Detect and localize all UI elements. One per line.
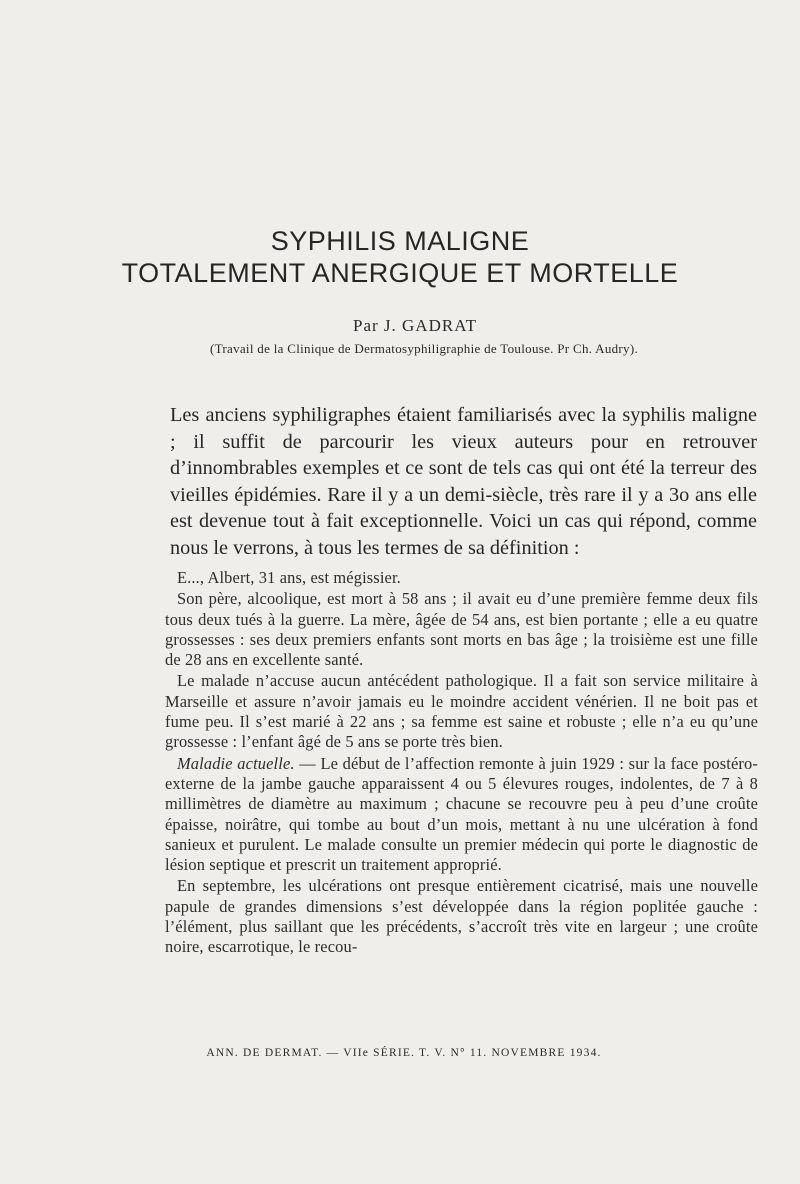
journal-footer: ANN. DE DERMAT. — VIIe SÉRIE. T. V. N° 11. NOVEMBRE 1934.: [206, 1047, 602, 1059]
article-title-line1: SYPHILIS MALIGNE: [270, 226, 530, 256]
case-report-body: [165, 568, 758, 958]
intro-text: Les anciens syphiligraphes étaient familiarisés avec la syphilis maligne ; il suffit de parcourir les vieux auteurs pour en retrouver d’innombrables exemples et ce sont de tels cas qui ont été la terreur des vieilles épidémies. Rare il y a un demi-siècle, très rare il y a 3o ans elle est devenue tout à fait exceptionnelle. Voici un cas qui répond, comme nous le verrons, à tous les termes de sa définition :: [170, 404, 757, 559]
intro-paragraph: [170, 402, 757, 561]
case-paragraph: Le malade n’accuse aucun antécédent pathologique. Il a fait son service militaire à Marseille et assure n’avoir jamais eu le moindre accident vénérien. Il ne boit pas et fume peu. Il s’est marié à 22 ans ; sa femme est saine et robuste ; elle n’a eu qu’une grossesse : l’enfant âgé de 5 ans se porte très bien.: [165, 671, 758, 752]
author-line: Par J. GADRAT: [353, 316, 477, 335]
maladie-actuelle-text: — Le début de l’affection remonte à juin 1929 : sur la face postéro-externe de la jambe gauche apparaissent 4 ou 5 élevures rouges, indolentes, de 7 à 8 millimètres de diamètre au maximum ; chacune se recouvre peu à peu d’une croûte épaisse, noirâtre, qui tombe au bout d’un mois, mettant à nu une ulcération à fond sanieux et purulent. Le malade consulte un premier médecin qui porte le diagnostic de lésion septique et prescrit un traitement approprié.: [165, 753, 758, 875]
maladie-actuelle-heading: Maladie actuelle.: [177, 753, 295, 773]
case-paragraph: En septembre, les ulcérations ont presque entièrement cicatrisé, mais une nouvelle papule de grandes dimensions s’est développée dans la région poplitée gauche : l’élément, plus saillant que les précédents, s’accroît très vite en largeur ; une croûte noire, escarrotique, le recou-: [165, 876, 758, 957]
maladie-actuelle-paragraph: [165, 754, 758, 876]
case-paragraph: E..., Albert, 31 ans, est mégissier.: [177, 568, 401, 587]
article-title-line2: TOTALEMENT ANERGIQUE ET MORTELLE: [121, 258, 679, 288]
affiliation-line: (Travail de la Clinique de Dermatosyphiligraphie de Toulouse. Pr Ch. Audry).: [209, 341, 639, 356]
case-paragraph: Son père, alcoolique, est mort à 58 ans ; il avait eu d’une première femme deux fils tous deux tués à la guerre. La mère, âgée de 54 ans, est bien portante ; elle a eu quatre grossesses : ses deux premiers enfants sont morts en bas âge ; la troisième est une fille de 28 ans en excellente santé.: [165, 589, 758, 670]
